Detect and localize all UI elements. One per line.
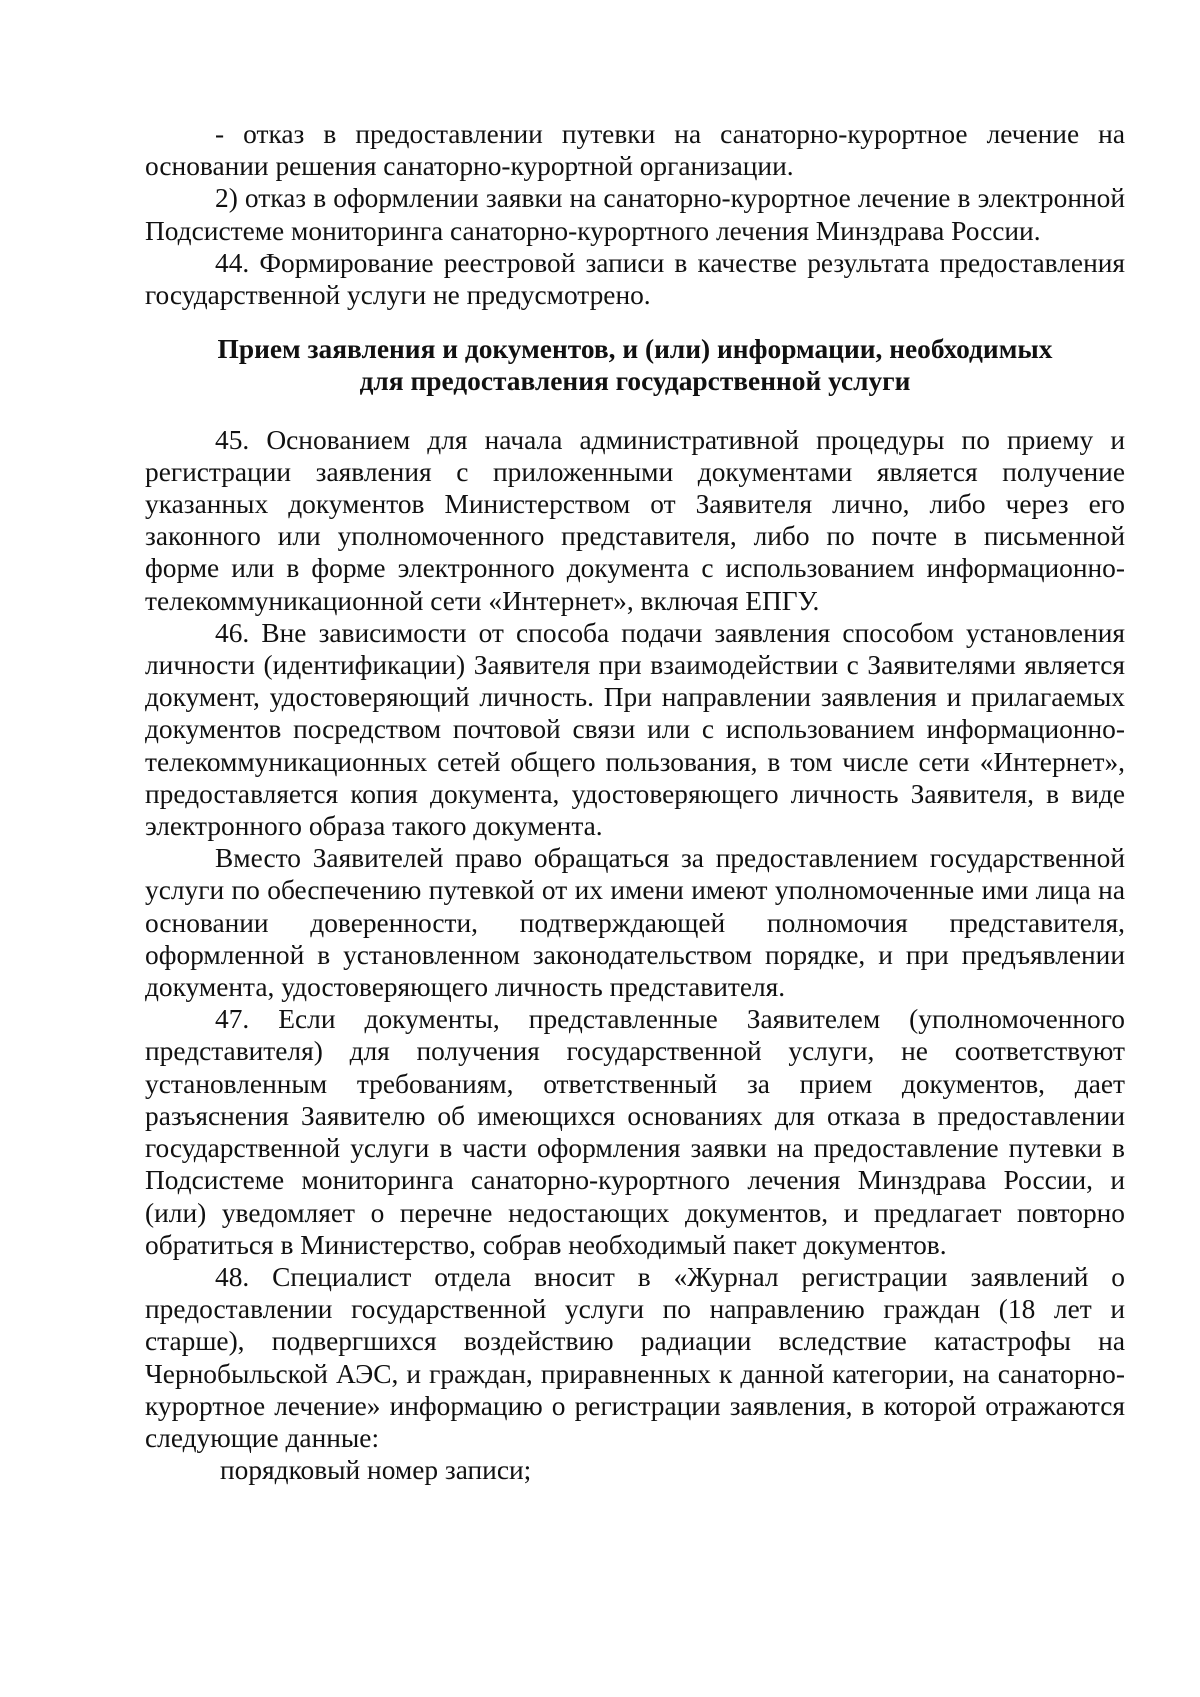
paragraph-refusal-application: 2) отказ в оформлении заявки на санаторно-курортное лечение в электронной Подсистеме мониторинга санаторно-курортного лечения Минздрава России. (145, 183, 1125, 246)
document-page (145, 118, 1125, 1486)
paragraph-47: 47. Если документы, представленные Заявителем (уполномоченного представителя) для получения государственной услуги, не соответствуют установленным требованиям, ответственный за прием документов, дает разъяснения Заявителю об имеющихся основаниях для отказа в предоставлении государственной услуги в части оформления заявки на предоставление путевки в Подсистеме мониторинга санаторно-курортного лечения Минздрава России, и (или) уведомляет о перечне недостающих документов, и предлагает повторно обратиться в Министерство, собрав необходимый пакет документов. (145, 1004, 1125, 1260)
paragraph-representatives: Вместо Заявителей право обращаться за предоставлением государственной услуги по обеспечению путевкой от их имени имеют уполномоченные ими лица на основании доверенности, подтверждающей полномочия представителя, оформленной в установленном законодательством порядке, и при предъявлении документа, удостоверяющего личность представителя. (145, 843, 1125, 1003)
paragraph-refusal-voucher: - отказ в предоставлении путевки на санаторно-курортное лечение на основании решения санаторно-курортной организации. (145, 119, 1125, 182)
paragraph-48: 48. Специалист отдела вносит в «Журнал регистрации заявлений о предоставлении государственной услуги по направлению граждан (18 лет и старше), подвергшихся воздействию радиации вследствие катастрофы на Чернобыльской АЭС, и граждан, приравненных к данной категории, на санаторно-курортное лечение» информацию о регистрации заявления, в которой отражаются следующие данные: (145, 1261, 1125, 1453)
section-heading (145, 333, 1125, 397)
section-heading-line-2: для предоставления государственной услуги (359, 366, 911, 397)
list-item-record-number: порядковый номер записи; (220, 1455, 532, 1486)
paragraph-46: 46. Вне зависимости от способа подачи заявления способом установления личности (идентификации) Заявителя при взаимодействии с Заявителями является документ, удостоверяющий личность. При направлении заявления и прилагаемых документов посредством почтовой связи или с использованием информационно-телекоммуникационных сетей общего пользования, в том числе сети «Интернет», предоставляется копия документа, удостоверяющего личность Заявителя, в виде электронного образа такого документа. (145, 617, 1125, 842)
paragraph-44: 44. Формирование реестровой записи в качестве результата предоставления государственной услуги не предусмотрено. (145, 247, 1125, 311)
section-heading-line-1: Прием заявления и документов, и (или) информации, необходимых (217, 334, 1053, 365)
paragraph-45: 45. Основанием для начала административной процедуры по приему и регистрации заявления с приложенными документами является получение указанных документов Министерством от Заявителя лично, либо через его законного или уполномоченного представителя, либо по почте в письменной форме или в форме электронного документа с использованием информационно-телекоммуникационной сети «Интернет», включая ЕПГУ. (145, 424, 1125, 616)
